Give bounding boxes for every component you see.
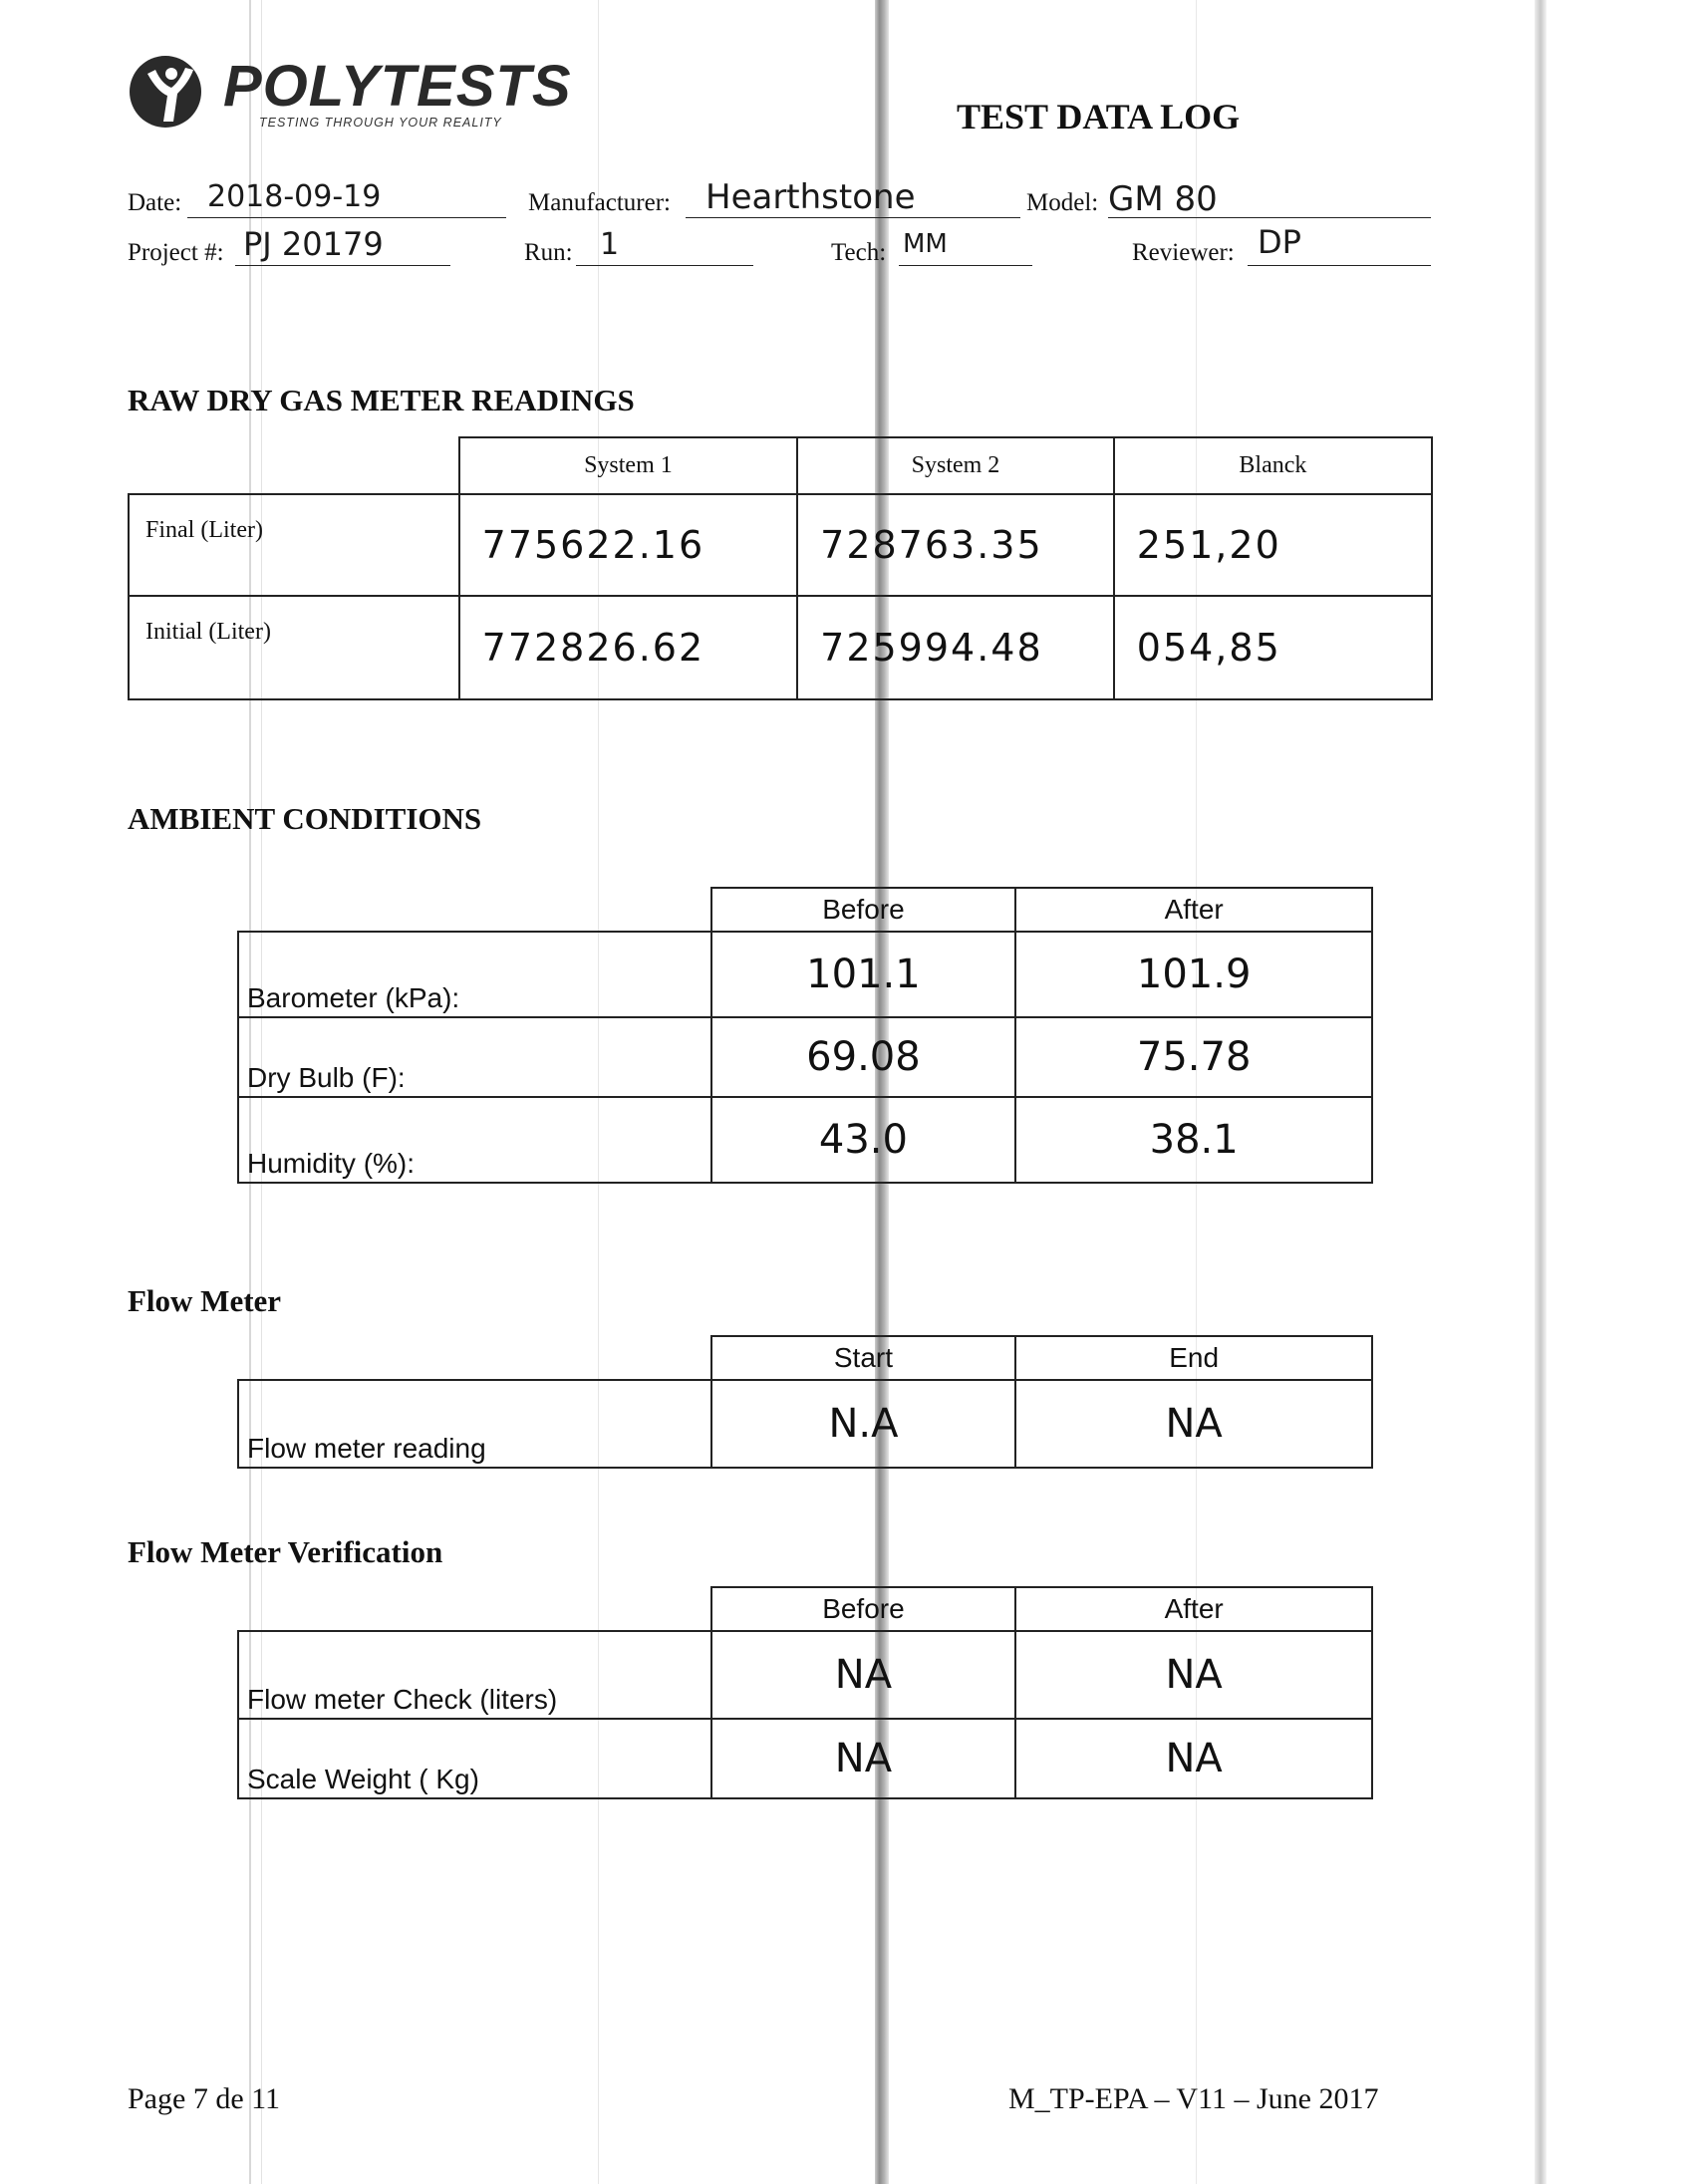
- flow-meter-heading: Flow Meter: [128, 1283, 282, 1318]
- final-system-1: 775622.16: [459, 494, 798, 596]
- polytests-logo-icon: [128, 52, 207, 132]
- scale-weight-after: NA: [1015, 1719, 1372, 1798]
- col-after: After: [1015, 888, 1372, 932]
- tech-line: [899, 265, 1032, 266]
- run-label: Run:: [524, 239, 573, 266]
- col-before: Before: [711, 1587, 1016, 1631]
- document-title: TEST DATA LOG: [957, 97, 1241, 136]
- flow-meter-header-row: [238, 1336, 1372, 1380]
- row-label-flow-meter-check: Flow meter Check (liters): [238, 1631, 711, 1719]
- ambient-heading: AMBIENT CONDITIONS: [128, 801, 482, 836]
- table-row: [238, 1631, 1372, 1719]
- tech-value: MM: [903, 229, 948, 259]
- run-line: [576, 265, 753, 266]
- project-value: PJ 20179: [243, 225, 384, 263]
- model-label: Model:: [1026, 189, 1099, 216]
- col-start: Start: [711, 1336, 1016, 1380]
- col-end: End: [1015, 1336, 1372, 1380]
- ambient-table: [237, 887, 1373, 1184]
- reviewer-value: DP: [1258, 223, 1301, 261]
- final-system-2: 728763.35: [797, 494, 1114, 596]
- reviewer-label: Reviewer:: [1132, 239, 1235, 266]
- form-id: M_TP-EPA – V11 – June 2017: [1008, 2082, 1379, 2115]
- run-value: 1: [600, 227, 620, 262]
- row-label-barometer: Barometer (kPa):: [238, 932, 711, 1017]
- ambient-header-row: [238, 888, 1372, 932]
- flow-meter-end: NA: [1015, 1380, 1372, 1468]
- barometer-after: 101.9: [1015, 932, 1372, 1017]
- table-row: [238, 932, 1372, 1017]
- model-value: GM 80: [1108, 179, 1218, 219]
- manufacturer-value: Hearthstone: [705, 177, 916, 217]
- scale-weight-before: NA: [711, 1719, 1016, 1798]
- gas-meter-heading: RAW DRY GAS METER READINGS: [128, 383, 635, 417]
- table-row: [238, 1719, 1372, 1798]
- gas-meter-corner: [129, 437, 459, 494]
- table-row: [129, 494, 1432, 596]
- final-blank: 251,20: [1114, 494, 1432, 596]
- logo-name: POLYTESTS: [223, 54, 572, 119]
- page-number: Page 7 de 11: [128, 2082, 281, 2115]
- initial-blank: 054,85: [1114, 596, 1432, 699]
- ambient-corner: [238, 888, 711, 932]
- col-after: After: [1015, 1587, 1372, 1631]
- date-label: Date:: [128, 189, 182, 216]
- logo-tagline: TESTING THROUGH YOUR REALITY: [259, 116, 502, 130]
- gas-meter-header-row: [129, 437, 1432, 494]
- dry-bulb-before: 69.08: [711, 1017, 1016, 1097]
- col-system-1: System 1: [459, 437, 798, 494]
- project-label: Project #:: [128, 239, 224, 266]
- humidity-after: 38.1: [1015, 1097, 1372, 1183]
- manufacturer-line: [686, 217, 1020, 218]
- row-label-final: Final (Liter): [129, 494, 459, 596]
- flow-meter-table: [237, 1335, 1373, 1469]
- humidity-before: 43.0: [711, 1097, 1016, 1183]
- flow-verification-header-row: [238, 1587, 1372, 1631]
- gas-meter-table: [128, 436, 1433, 700]
- flow-meter-corner: [238, 1336, 711, 1380]
- project-line: [235, 265, 450, 266]
- barometer-before: 101.1: [711, 932, 1016, 1017]
- initial-system-1: 772826.62: [459, 596, 798, 699]
- table-row: [238, 1017, 1372, 1097]
- table-row: [129, 596, 1432, 699]
- table-row: [238, 1380, 1372, 1468]
- company-logo: [128, 52, 572, 132]
- row-label-humidity: Humidity (%):: [238, 1097, 711, 1183]
- manufacturer-label: Manufacturer:: [528, 189, 671, 216]
- tech-label: Tech:: [831, 239, 887, 266]
- col-system-2: System 2: [797, 437, 1114, 494]
- flow-check-after: NA: [1015, 1631, 1372, 1719]
- date-value: 2018-09-19: [207, 179, 382, 214]
- reviewer-line: [1248, 265, 1431, 266]
- flow-verification-heading: Flow Meter Verification: [128, 1534, 443, 1569]
- row-label-scale-weight: Scale Weight ( Kg): [238, 1719, 711, 1798]
- row-label-dry-bulb: Dry Bulb (F):: [238, 1017, 711, 1097]
- flow-meter-start: N.A: [711, 1380, 1016, 1468]
- flow-check-before: NA: [711, 1631, 1016, 1719]
- row-label-initial: Initial (Liter): [129, 596, 459, 699]
- initial-system-2: 725994.48: [797, 596, 1114, 699]
- row-label-flow-meter-reading: Flow meter reading: [238, 1380, 711, 1468]
- dry-bulb-after: 75.78: [1015, 1017, 1372, 1097]
- col-before: Before: [711, 888, 1016, 932]
- col-blank: Blanck: [1114, 437, 1432, 494]
- flow-verification-table: [237, 1586, 1373, 1799]
- flow-verification-corner: [238, 1587, 711, 1631]
- date-line: [187, 217, 506, 218]
- table-row: [238, 1097, 1372, 1183]
